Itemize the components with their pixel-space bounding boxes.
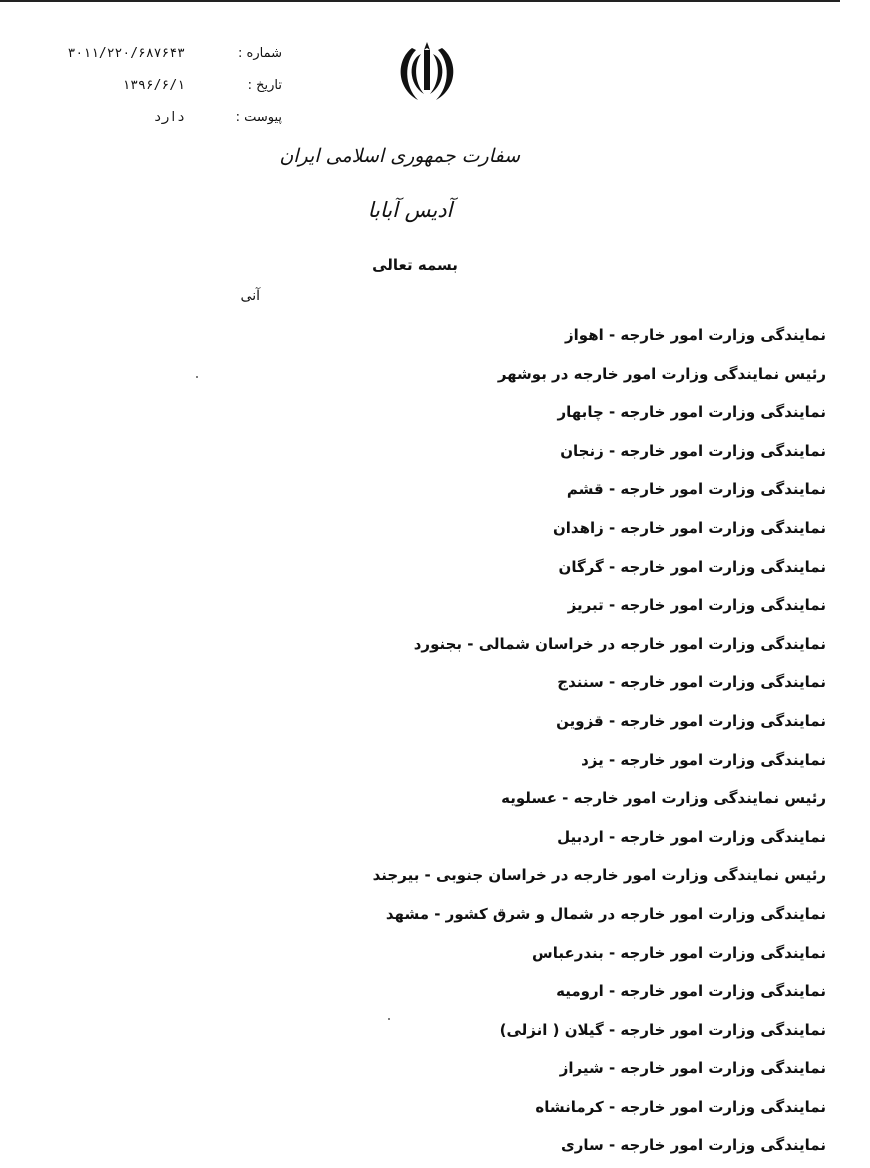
- meta-date-label: تاریخ :: [247, 78, 282, 93]
- recipient-item: نمایندگی وزارت امور خارجه - شیراز: [559, 1059, 826, 1078]
- recipient-item: رئیس نمایندگی وزارت امور خارجه در بوشهر: [497, 364, 826, 383]
- iran-emblem-icon: [394, 38, 460, 104]
- recipient-item: نمایندگی وزارت امور خارجه - اهواز: [565, 326, 826, 344]
- embassy-city: آدیس آبابا: [367, 198, 453, 222]
- recipient-item: نمایندگی وزارت امور خارجه - گیلان ( انزلی): [499, 1020, 826, 1039]
- recipient-item: نمایندگی وزارت امور خارجه - اردبیل: [557, 827, 826, 846]
- recipient-item: نمایندگی وزارت امور خارجه - کرمانشاه: [535, 1097, 826, 1116]
- recipient-item: نمایندگی وزارت امور خارجه - گرگان: [558, 557, 826, 576]
- top-border-line: [0, 0, 840, 2]
- recipient-item: نمایندگی وزارت امور خارجه - ساری: [560, 1136, 826, 1155]
- meta-date-value: ۱۳۹۶/۶/۱: [122, 78, 185, 93]
- recipient-item: نمایندگی وزارت امور خارجه در خراسان شمالی - بجنورد: [413, 634, 826, 653]
- scan-speck: [388, 1018, 390, 1020]
- meta-attachment-value: دارد: [153, 110, 185, 125]
- recipient-item: نمایندگی وزارت امور خارجه - قزوین: [556, 711, 826, 730]
- recipient-item: نمایندگی وزارت امور خارجه - تبریز: [567, 596, 826, 615]
- scan-speck: [196, 376, 198, 378]
- recipient-item: نمایندگی وزارت امور خارجه - قشم: [566, 480, 826, 499]
- recipient-item: نمایندگی وزارت امور خارجه - سنندج: [557, 673, 826, 692]
- meta-number-value: ۳۰۱۱/۲۲۰/۶۸۷۶۴۳: [67, 46, 185, 61]
- embassy-name: سفارت جمهوری اسلامی ایران: [279, 145, 520, 167]
- invocation-heading: بسمه تعالی: [372, 256, 458, 274]
- recipient-list: [300, 316, 826, 1165]
- recipient-item: نمایندگی وزارت امور خارجه - یزد: [581, 750, 826, 769]
- meta-number-label: شماره :: [238, 46, 282, 61]
- recipient-item: نمایندگی وزارت امور خارجه - زاهدان: [552, 518, 826, 537]
- recipient-item: رئیس نمایندگی وزارت امور خارجه در خراسان جنوبی - بیرجند: [372, 866, 826, 885]
- recipient-item: نمایندگی وزارت امور خارجه - ارومیه: [556, 982, 826, 1001]
- meta-attachment-label: پیوست :: [235, 110, 282, 125]
- recipient-item: نمایندگی وزارت امور خارجه - زنجان: [560, 441, 826, 460]
- recipient-item: نمایندگی وزارت امور خارجه در شمال و شرق کشور - مشهد: [385, 904, 826, 923]
- recipient-item: رئیس نمایندگی وزارت امور خارجه - عسلویه: [501, 789, 826, 808]
- urgency-label: آنی: [240, 288, 260, 304]
- recipient-item: نمایندگی وزارت امور خارجه - بندرعباس: [532, 943, 826, 962]
- recipient-item: نمایندگی وزارت امور خارجه - چابهار: [557, 403, 826, 422]
